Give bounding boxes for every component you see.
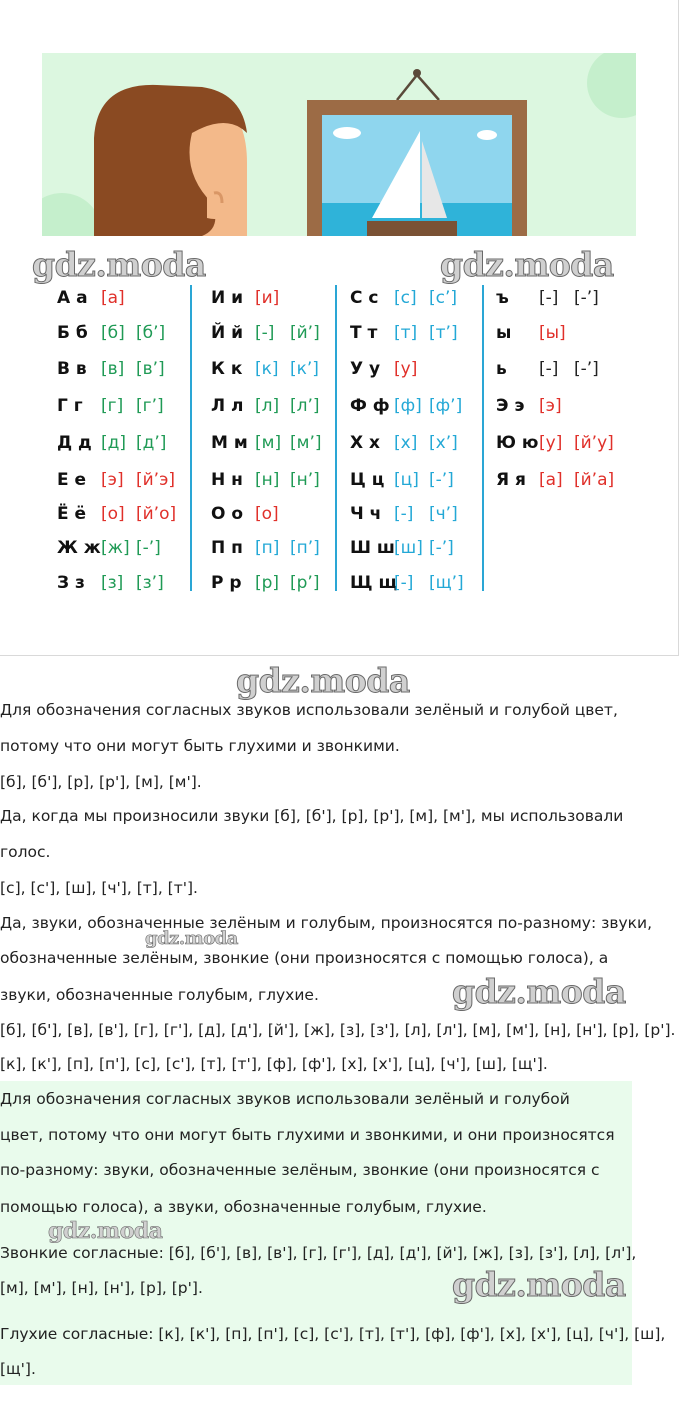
sound: [т] bbox=[394, 323, 418, 343]
sound: [х’] bbox=[429, 433, 458, 453]
answer-line: Да, звуки, обозначенные зелёным и голубым, произносятся по-разному: звуки, bbox=[0, 914, 652, 932]
column-divider bbox=[482, 285, 484, 591]
letter: Ж ж bbox=[57, 538, 101, 558]
summary-line: Глухие согласные: [к], [к'], [п], [п'], [с], [с'], [т], [т'], [ф], [ф'], [х], [х'], [ц], [ч'], [ш], bbox=[0, 1325, 666, 1343]
watermark: gdz.moda bbox=[145, 928, 238, 949]
sound: [ф] bbox=[394, 396, 422, 416]
letter: Щ щ bbox=[350, 573, 398, 593]
sound: [р] bbox=[255, 573, 280, 593]
column-divider bbox=[335, 285, 337, 591]
sound: [м’] bbox=[290, 433, 322, 453]
letter: Я я bbox=[496, 470, 526, 490]
answer-line: звуки, обозначенные голубым, глухие. bbox=[0, 986, 319, 1004]
sound: [п] bbox=[255, 538, 280, 558]
sound: [л] bbox=[255, 396, 280, 416]
answer-line: [к], [к'], [п], [п'], [с], [с'], [т], [т'], [ф], [ф'], [х], [х'], [ц], [ч'], [ш], [щ']. bbox=[0, 1055, 548, 1073]
sound: [й’э] bbox=[136, 470, 176, 490]
letter: Ч ч bbox=[350, 504, 382, 524]
letter: У у bbox=[350, 359, 381, 379]
sound: [д’] bbox=[136, 433, 167, 453]
sound: [й’а] bbox=[574, 470, 615, 490]
letter: Ю ю bbox=[496, 433, 539, 453]
watermark: gdz.moda bbox=[440, 245, 614, 284]
sound: [о] bbox=[255, 504, 279, 524]
letter: Д д bbox=[57, 433, 92, 453]
sound: [б’] bbox=[136, 323, 166, 343]
alphabet-card bbox=[0, 0, 679, 656]
answer-line: Для обозначения согласных звуков использовали зелёный и голубой цвет, bbox=[0, 701, 618, 719]
letter: Г г bbox=[57, 396, 83, 416]
sound: [-’] bbox=[429, 538, 454, 558]
boy-and-painting-illustration bbox=[42, 53, 636, 236]
sound: [а] bbox=[539, 470, 563, 490]
watermark: gdz.moda bbox=[452, 972, 626, 1011]
sound: [н] bbox=[255, 470, 280, 490]
sound: [л’] bbox=[290, 396, 320, 416]
watermark: gdz.moda bbox=[452, 1265, 626, 1304]
letter: Б б bbox=[57, 323, 88, 343]
sound: [э] bbox=[101, 470, 124, 490]
watermark: gdz.moda bbox=[236, 661, 410, 700]
summary-line: цвет, потому что они могут быть глухими и звонкими, и они произносятся bbox=[0, 1126, 615, 1144]
answer-line: [с], [с'], [ш], [ч'], [т], [т']. bbox=[0, 879, 198, 897]
sound: [ш] bbox=[394, 538, 423, 558]
letter: И и bbox=[211, 288, 244, 308]
letter: П п bbox=[211, 538, 243, 558]
summary-line: [м], [м'], [н], [н'], [р], [р']. bbox=[0, 1279, 203, 1297]
watermark: gdz.moda bbox=[32, 245, 206, 284]
letter: О о bbox=[211, 504, 244, 524]
sound: [з] bbox=[101, 573, 124, 593]
sound: [-] bbox=[394, 504, 414, 524]
summary-line: по-разному: звуки, обозначенные зелёным, звонкие (они произносятся с bbox=[0, 1161, 600, 1179]
summary-line: Звонкие согласные: [б], [б'], [в], [в'], [г], [г'], [д], [д'], [й'], [ж], [з], [з'], [л], [л'], bbox=[0, 1244, 637, 1262]
letter: З з bbox=[57, 573, 85, 593]
summary-line: помощью голоса), а звуки, обозначенные голубым, глухие. bbox=[0, 1198, 487, 1216]
sound: [э] bbox=[539, 396, 562, 416]
sound: [-’] bbox=[136, 538, 161, 558]
letter: Т т bbox=[350, 323, 378, 343]
sound: [ы] bbox=[539, 323, 566, 343]
sound: [-] bbox=[539, 288, 559, 308]
letter: К к bbox=[211, 359, 243, 379]
sound: [с] bbox=[394, 288, 417, 308]
letter: ь bbox=[496, 359, 507, 379]
sound: [щ’] bbox=[429, 573, 464, 593]
sound: [ц] bbox=[394, 470, 419, 490]
sound: [б] bbox=[101, 323, 125, 343]
letter: Ф ф bbox=[350, 396, 390, 416]
letter: Ц ц bbox=[350, 470, 385, 490]
sound: [-] bbox=[394, 573, 414, 593]
letter: Ё ё bbox=[57, 504, 87, 524]
sound: [ж] bbox=[101, 538, 130, 558]
sound: [д] bbox=[101, 433, 127, 453]
sound: [в] bbox=[101, 359, 125, 379]
answer-line: голос. bbox=[0, 843, 51, 861]
sound: [й’о] bbox=[136, 504, 177, 524]
sound: [в’] bbox=[136, 359, 165, 379]
sound: [ф’] bbox=[429, 396, 463, 416]
sound: [с’] bbox=[429, 288, 458, 308]
sound: [з’] bbox=[136, 573, 164, 593]
sound: [-] bbox=[539, 359, 559, 379]
summary-line: [щ']. bbox=[0, 1360, 36, 1378]
sound: [а] bbox=[101, 288, 125, 308]
sound: [т’] bbox=[429, 323, 458, 343]
sound: [у] bbox=[394, 359, 418, 379]
sound: [-’] bbox=[574, 288, 599, 308]
answer-line: [б], [б'], [р], [р'], [м], [м']. bbox=[0, 773, 202, 791]
letter: Р р bbox=[211, 573, 242, 593]
letter: ы bbox=[496, 323, 512, 343]
letter: Э э bbox=[496, 396, 525, 416]
summary-line: Для обозначения согласных звуков использовали зелёный и голубой bbox=[0, 1090, 570, 1108]
sound: [г] bbox=[101, 396, 124, 416]
sound: [и] bbox=[255, 288, 280, 308]
letter: ъ bbox=[496, 288, 509, 308]
sound: [к’] bbox=[290, 359, 319, 379]
sound: [-] bbox=[255, 323, 275, 343]
answer-line: [б], [б'], [в], [в'], [г], [г'], [д], [д'], [й'], [ж], [з], [з'], [л], [л'], [м], [м'], [н], [н'], [р], [р']. bbox=[0, 1021, 676, 1039]
sound: [к] bbox=[255, 359, 279, 379]
sound: [й’] bbox=[290, 323, 320, 343]
letter: В в bbox=[57, 359, 87, 379]
letter: С с bbox=[350, 288, 379, 308]
sound: [-’] bbox=[574, 359, 599, 379]
sound: [п’] bbox=[290, 538, 320, 558]
answer-line: потому что они могут быть глухими и звонкими. bbox=[0, 737, 400, 755]
sound: [х] bbox=[394, 433, 418, 453]
sound: [р’] bbox=[290, 573, 320, 593]
sound: [у] bbox=[539, 433, 563, 453]
letter: Е е bbox=[57, 470, 87, 490]
letter: Л л bbox=[211, 396, 244, 416]
sound: [о] bbox=[101, 504, 125, 524]
sound: [-’] bbox=[429, 470, 454, 490]
letter: А а bbox=[57, 288, 88, 308]
watermark: gdz.moda bbox=[48, 1218, 163, 1244]
letter: Х х bbox=[350, 433, 380, 453]
answer-line: обозначенные зелёным, звонкие (они произносятся с помощью голоса), а bbox=[0, 949, 609, 967]
column-divider bbox=[190, 285, 192, 591]
sound: [ч’] bbox=[429, 504, 458, 524]
answer-line: Да, когда мы произносили звуки [б], [б'], [р], [р'], [м], [м'], мы использовали bbox=[0, 807, 624, 825]
sound: [н’] bbox=[290, 470, 320, 490]
sound: [м] bbox=[255, 433, 282, 453]
letter: Й й bbox=[211, 323, 244, 343]
sound: [й’у] bbox=[574, 433, 614, 453]
letter: Ш ш bbox=[350, 538, 395, 558]
letter: Н н bbox=[211, 470, 243, 490]
sound: [г’] bbox=[136, 396, 164, 416]
letter: М м bbox=[211, 433, 248, 453]
